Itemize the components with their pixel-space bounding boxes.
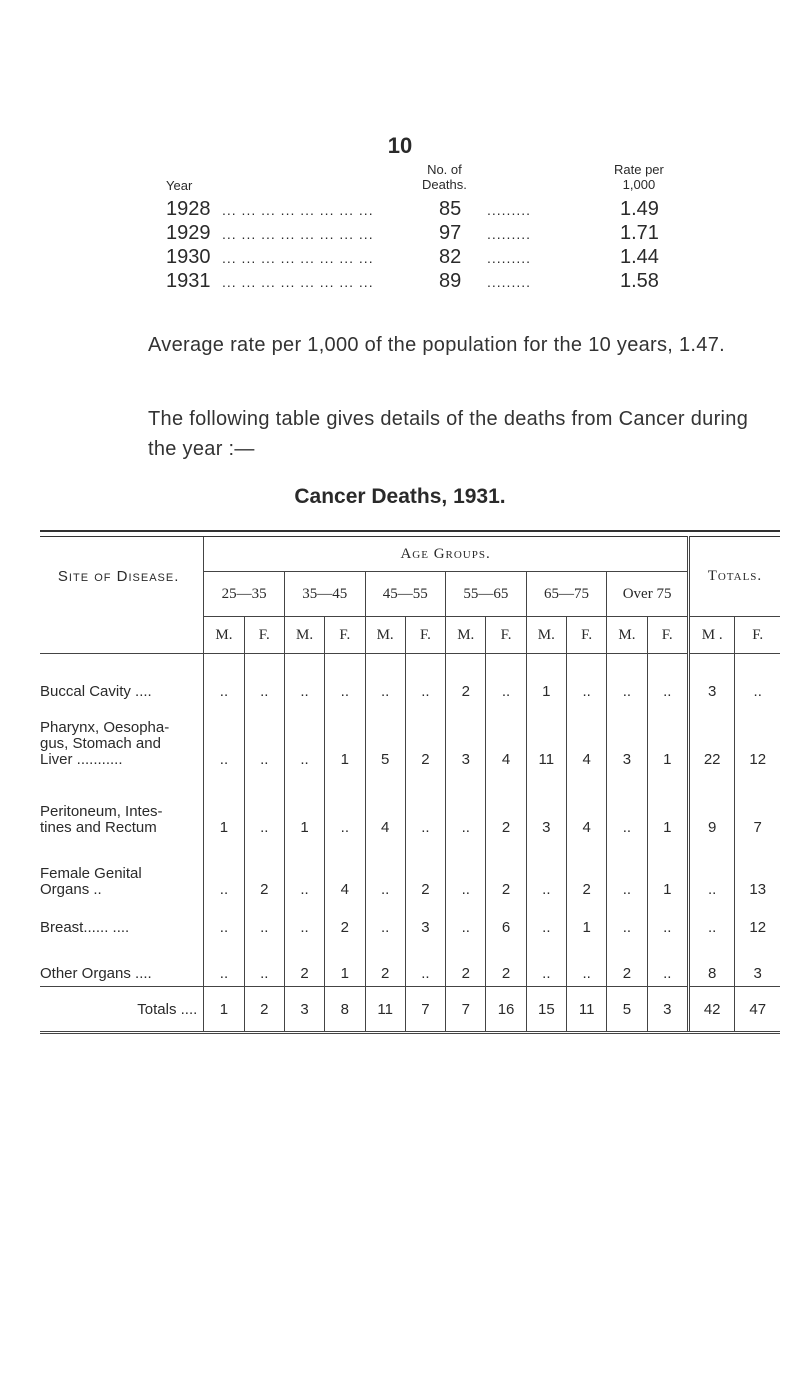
totals-cell: 7 [405,987,445,1033]
age-group-header: Over 75 [607,572,689,617]
totals-row [40,987,780,1033]
table-cell: .. [244,902,284,940]
age-group-header: 55—65 [446,572,527,617]
site-name: Peritoneum, Intes- tines and Rectum [40,803,163,836]
table-cell: .. [204,654,244,705]
rate-year: 1930 [166,246,211,268]
totals-cell: 47 [735,987,780,1033]
sex-label: F. [405,617,445,654]
table-cell: 2 [486,840,526,902]
dot-leader: ......... [487,202,532,218]
dot-leader: ... ... ... ... ... ... ... ... [222,202,374,218]
sex-label: M. [607,617,647,654]
table-cell: 2 [566,840,606,902]
table-cell: 2 [244,840,284,902]
table-row [40,940,780,987]
table-cell: 1 [204,772,244,840]
rate-year: 1929 [166,222,211,244]
death-rates-table [166,162,742,294]
table-cell: .. [688,902,735,940]
totals-cell: 5 [607,987,647,1033]
table-cell: .. [486,654,526,705]
totals-cell: 3 [647,987,688,1033]
table-cell: 3 [607,704,647,772]
table-cell: .. [325,772,365,840]
table-cell: .. [244,654,284,705]
totals-cell: 2 [244,987,284,1033]
rates-row [166,222,742,246]
table-cell: 2 [607,940,647,987]
sex-label: F. [566,617,606,654]
table-cell: 22 [688,704,735,772]
table-cell: .. [365,654,405,705]
sex-label: M. [284,617,324,654]
site-name: Buccal Cavity .... [40,683,152,700]
site-header-cell [40,537,204,617]
rate-value: 1.71 [620,222,659,244]
rate-year: 1928 [166,198,211,220]
table-cell: .. [446,840,486,902]
table-cell: 2 [365,940,405,987]
sex-label: F. [735,617,780,654]
table-cell: 4 [325,840,365,902]
sex-label: M. [526,617,566,654]
table-cell: .. [365,840,405,902]
site-name: Pharynx, Oesopha- gus, Stomach and Liver ........... [40,719,170,768]
age-groups-header: Age Groups. [400,545,491,562]
sex-label: M. [446,617,486,654]
table-cell: 6 [486,902,526,940]
table-cell: 2 [405,704,445,772]
totals-cell: 11 [365,987,405,1033]
table-cell: .. [647,940,688,987]
table-cell: 3 [526,772,566,840]
site-name: Female Genital Organs .. [40,865,142,898]
table-row [40,840,780,902]
table-cell: 1 [566,902,606,940]
rate-value: 1.58 [620,270,659,292]
table-cell: 2 [325,902,365,940]
rates-row [166,198,742,222]
table-cell: 3 [688,654,735,705]
totals-cell: 16 [486,987,526,1033]
table-row [40,654,780,705]
dot-leader: ... ... ... ... ... ... ... ... [222,274,374,290]
totals-label: Totals .... [40,987,204,1033]
age-group-header: 35—45 [284,572,365,617]
sex-row-spacer [40,617,204,654]
intro-paragraph: The following table gives details of the deaths from Cancer during the year :— [148,408,749,460]
dot-leader: ......... [487,250,532,266]
table-cell: .. [526,840,566,902]
table-cell: 11 [526,704,566,772]
table-cell: .. [647,902,688,940]
table-cell: 4 [566,704,606,772]
totals-cell: 7 [446,987,486,1033]
dot-leader: ... ... ... ... ... ... ... ... [222,226,374,242]
table-cell: .. [607,654,647,705]
table-cell: .. [284,902,324,940]
table-row [40,902,780,940]
table-cell: 1 [647,772,688,840]
year-header: Year [166,178,193,193]
table-cell: .. [446,902,486,940]
table-cell: 4 [365,772,405,840]
site-name: Other Organs .... [40,965,152,982]
age-groups-header-cell [204,537,689,572]
rate-deaths: 97 [439,222,462,244]
table-cell: .. [405,654,445,705]
table-cell: 2 [405,840,445,902]
dot-leader: ... ... ... ... ... ... ... ... [222,250,374,266]
table-cell: .. [244,772,284,840]
table-cell: 1 [647,840,688,902]
table-row [40,704,780,772]
table-cell: .. [244,940,284,987]
table-cell: .. [325,654,365,705]
totals-cell: 8 [325,987,365,1033]
sex-label: M . [688,617,735,654]
table-cell: .. [284,840,324,902]
table-cell: 2 [486,772,526,840]
table-cell: 5 [365,704,405,772]
table-cell: .. [607,772,647,840]
rate-value: 1.49 [620,198,659,220]
table-cell: .. [607,902,647,940]
table-cell: .. [204,840,244,902]
table-cell: 1 [526,654,566,705]
table-cell: 9 [688,772,735,840]
table-cell: 4 [566,772,606,840]
page-number: 10 [387,133,413,158]
table-cell: 1 [325,940,365,987]
dot-leader: ......... [487,226,532,242]
table-cell: 2 [284,940,324,987]
table-cell: 7 [735,772,780,840]
table-cell: .. [647,654,688,705]
totals-cell: 11 [566,987,606,1033]
table-cell: .. [688,840,735,902]
table-cell: 3 [735,940,780,987]
table-cell: 8 [688,940,735,987]
table-cell: .. [446,772,486,840]
site-header: Site of Disease. [57,568,180,586]
table-cell: 1 [284,772,324,840]
table-cell: 13 [735,840,780,902]
rate-deaths: 89 [439,270,462,292]
cancer-deaths-table [40,530,780,1034]
site-name: Breast...... .... [40,919,130,936]
table-cell: 3 [446,704,486,772]
table-title: Cancer Deaths, 1931. [294,485,506,508]
table-cell: .. [365,902,405,940]
average-rate-text: Average rate per 1,000 of the population for the 10 years, 1.47. [148,334,725,356]
table-cell: 1 [325,704,365,772]
table-cell: .. [204,940,244,987]
sex-label: F. [486,617,526,654]
dot-leader: ......... [487,274,532,290]
table-cell: .. [284,654,324,705]
sex-label: F. [647,617,688,654]
totals-cell: 1 [204,987,244,1033]
totals-header-cell [688,537,780,617]
table-cell: .. [284,704,324,772]
age-group-header: 65—75 [526,572,607,617]
table-cell: .. [607,840,647,902]
age-group-header: 25—35 [204,572,285,617]
rates-row [166,246,742,270]
rate-value: 1.44 [620,246,659,268]
table-cell: 2 [446,654,486,705]
table-cell: .. [244,704,284,772]
table-cell: 2 [486,940,526,987]
table-cell: .. [735,654,780,705]
table-cell: .. [526,940,566,987]
table-cell: 2 [446,940,486,987]
table-cell: 4 [486,704,526,772]
totals-cell: 42 [688,987,735,1033]
totals-cell: 15 [526,987,566,1033]
table-cell: .. [566,940,606,987]
rate-deaths: 85 [439,198,462,220]
table-cell: .. [405,940,445,987]
table-cell: .. [566,654,606,705]
rate-header: Rate per 1,000 [614,162,664,192]
table-cell: 3 [405,902,445,940]
sex-label: M. [204,617,244,654]
table-cell: .. [405,772,445,840]
table-cell: .. [526,902,566,940]
table-cell: .. [204,902,244,940]
sex-label: F. [244,617,284,654]
table-cell: 1 [647,704,688,772]
age-group-header: 45—55 [365,572,446,617]
table-cell: 12 [735,902,780,940]
table-row [40,772,780,840]
sex-label: M. [365,617,405,654]
sex-label: F. [325,617,365,654]
rates-row [166,270,742,294]
table-cell: 12 [735,704,780,772]
deaths-header: No. of Deaths. [422,162,467,192]
rate-deaths: 82 [439,246,462,268]
rates-header [166,162,742,198]
totals-header: Totals. [707,568,763,584]
rate-year: 1931 [166,270,211,292]
totals-cell: 3 [284,987,324,1033]
table-cell: .. [204,704,244,772]
